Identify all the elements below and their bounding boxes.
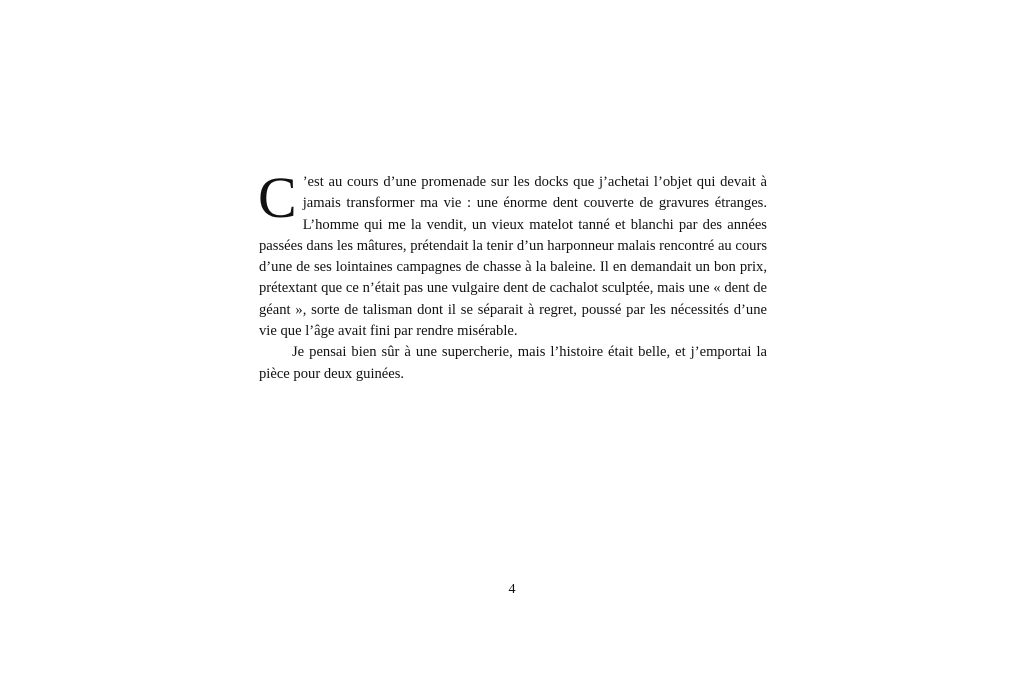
paragraph-2 (259, 342, 767, 385)
page-number: 4 (508, 582, 516, 597)
drop-cap-letter: C (258, 165, 297, 230)
paragraph-2-text: Je pensai bien sûr à une supercherie, mais l’histoire était belle, et j’emportai la pièce pour deux guinées. (259, 344, 767, 382)
body-text (258, 165, 767, 385)
paragraph-1-text: ’est au cours d’une promenade sur les docks que j’achetai l’objet qui devait à jamais transformer ma vie : une énorme dent couverte de gravures étranges. L’homme qui me la vendit, un vieux matelot tanné et blanchi par des années passées dans les mâtures, prétendait la tenir d’un harponneur malais rencontré au cours d’une de ses lointaines campagnes de chasse à la baleine. Il en demandait un bon prix, prétextant que ce n’était pas une vulgaire dent de cachalot sculptée, mais une « dent de géant », sorte de talisman dont il se séparait à regret, poussé par les nécessités d’une vie que l’âge avait fini par rendre misérable. (259, 174, 767, 340)
paragraph-1 (258, 165, 767, 342)
